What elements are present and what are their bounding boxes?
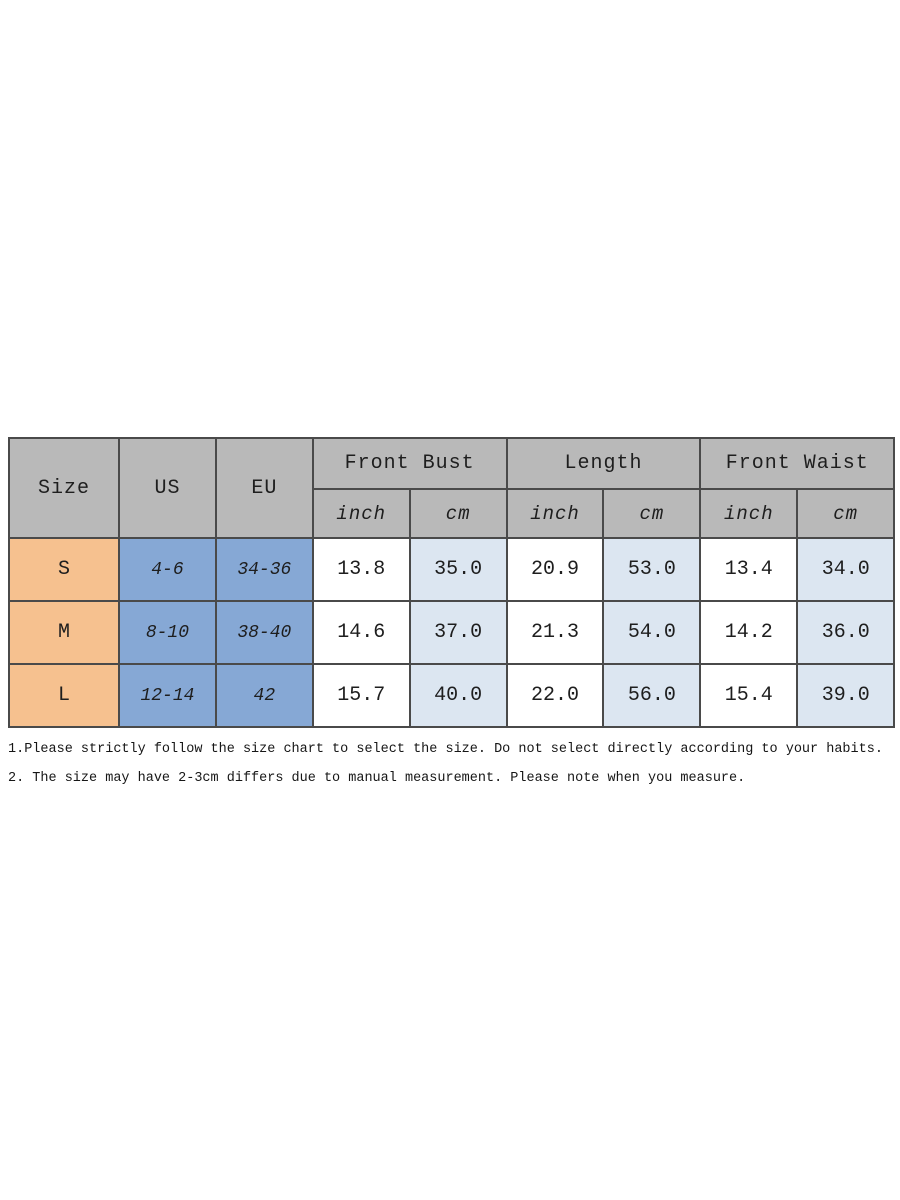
header-group-length: Length [507,438,701,489]
front-bust-inch-cell: 13.8 [313,538,410,601]
header-cell-eu: EU [216,438,313,538]
length-cm-cell: 54.0 [603,601,700,664]
front-waist-cm-cell: 39.0 [797,664,894,727]
subheader-length-cm: cm [603,489,700,538]
size-cell: L [9,664,119,727]
length-inch-cell: 20.9 [507,538,604,601]
eu-cell: 42 [216,664,313,727]
length-cm-cell: 53.0 [603,538,700,601]
size-chart-table [8,437,895,728]
front-bust-cm-cell: 40.0 [410,664,507,727]
size-cell: S [9,538,119,601]
length-inch-cell: 22.0 [507,664,604,727]
front-waist-inch-cell: 15.4 [700,664,797,727]
front-waist-cm-cell: 34.0 [797,538,894,601]
subheader-front-waist-cm: cm [797,489,894,538]
subheader-front-bust-inch: inch [313,489,410,538]
length-cm-cell: 56.0 [603,664,700,727]
subheader-length-inch: inch [507,489,604,538]
eu-cell: 38-40 [216,601,313,664]
note-line-2: 2. The size may have 2-3cm differs due to manual measurement. Please note when you measure. [8,771,746,786]
eu-cell: 34-36 [216,538,313,601]
us-cell: 4-6 [119,538,216,601]
size-chart-notes [8,735,892,793]
header-group-front-bust: Front Bust [313,438,507,489]
header-cell-size: Size [9,438,119,538]
table-row-l [9,664,894,727]
header-cell-us: US [119,438,216,538]
front-bust-cm-cell: 35.0 [410,538,507,601]
front-waist-inch-cell: 14.2 [700,601,797,664]
front-waist-inch-cell: 13.4 [700,538,797,601]
size-cell: M [9,601,119,664]
us-cell: 8-10 [119,601,216,664]
table-row-m [9,601,894,664]
header-group-row [9,438,894,489]
front-bust-inch-cell: 15.7 [313,664,410,727]
subheader-front-bust-cm: cm [410,489,507,538]
note-line-1: 1.Please strictly follow the size chart to select the size. Do not select directly according to your habits. [8,742,883,757]
front-waist-cm-cell: 36.0 [797,601,894,664]
front-bust-cm-cell: 37.0 [410,601,507,664]
header-group-front-waist: Front Waist [700,438,894,489]
table-row-s [9,538,894,601]
length-inch-cell: 21.3 [507,601,604,664]
us-cell: 12-14 [119,664,216,727]
front-bust-inch-cell: 14.6 [313,601,410,664]
subheader-front-waist-inch: inch [700,489,797,538]
